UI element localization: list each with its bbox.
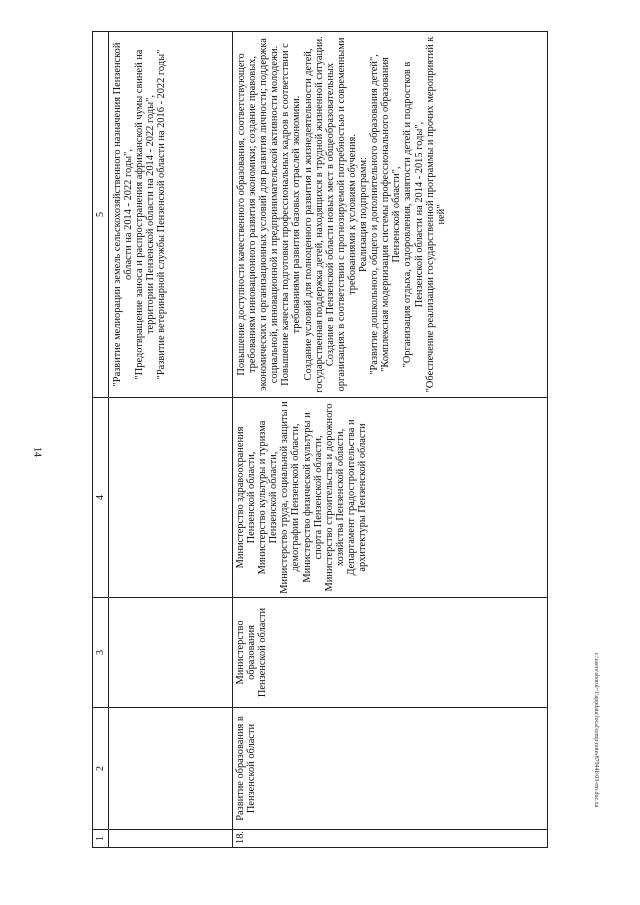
goal-paragraph: Создание в Пензенской области новых мест в общеобразовательных организациях в соответствии с прогнозируемой потребностью и современными требованиями к условиям обучения. [324,37,358,392]
co-executor: Министерство физической культуры и спорта Пензенской области, [301,412,324,583]
co-executors-cell [233,398,548,598]
responsible-executor: Министерство образования Пензенской области [233,598,548,708]
program-table [92,31,548,848]
col-header-5: 5 [93,32,109,398]
col-header-1: 1 [93,830,109,848]
program-name: Развитие образования в Пензенской области [233,708,548,830]
col-header-4: 4 [93,398,109,598]
empty-cell [109,830,233,848]
continuation-row [109,32,233,848]
page-number: 14 [31,447,43,457]
header-row [93,32,109,848]
col-header-2: 2 [93,708,109,830]
co-executor: Министерство труда, социальной защиты и демографии Пензенской области, [279,401,302,594]
goal-paragraph: Повышение качества подготовки профессиональных кадров в соответствии с требованиями развития базовых отраслей экономики. [280,43,303,386]
co-executor: Министерство культуры и туризма Пензенской области, [257,420,280,575]
empty-cell [109,398,233,598]
co-executor: Министерство здравоохранения Пензенской области, [235,426,258,569]
file-path-footer: c:\users\sborol~1\appdata\local\temp\notes87944b\03-rm.doc.xa [593,652,599,808]
co-executor: Министерство строительства и дорожного хозяйства Пензенской области, [323,403,346,592]
prev-subprogram: "Развитие мелиорации земель сельскохозяйственного назначения Пензенской области на 2014 - 2022 годы", [112,42,135,387]
prev-subprogram: "Предотвращение заноса и распространения африканской чумы свиней на территории Пензенской области на 2014 - 2022 годы", [134,49,157,380]
co-executor: Департамент градостроительства и архитектуры Пензенской области [345,419,369,576]
col-header-3: 3 [93,598,109,708]
prev-subprograms-cell [109,32,233,398]
goal-paragraph: Повышение доступности качественного образования, соответствующего требованиям инновационного развития экономики; создание правовых, экономических и организационных условий для развития личности; поддержка социальной, инновационной и предпринимательской активности молодежи. [236,38,281,391]
row-number: 18. [233,830,548,848]
goal-paragraph: Создание условий для полноценного развития и жизнедеятельности детей, государственная поддержка детей, находящихся в трудной жизненной ситуации. [302,36,325,393]
subprograms-title: Реализация подпрограмм: [358,157,370,272]
empty-cell [109,598,233,708]
table-row [233,32,548,848]
subprogram-item: "Комплексная модернизация системы профессионального образования Пензенской области", [380,57,403,372]
empty-cell [109,708,233,830]
subprogram-item: "Развитие дошкольного, общего и дополнительного образования детей", [369,54,381,375]
subprogram-item: "Организация отдыха, оздоровления, занятости детей и подростков в Пензенской области на 2014 - 2015 годы", [402,61,425,368]
subprogram-item: "Обеспечение реализации государственной программы и прочих мероприятий к ней" [424,36,447,393]
goals-cell [233,32,548,398]
prev-subprogram: "Развитие ветеринарной службы Пензенской области на 2016 - 2022 годы" [156,49,168,380]
rotated-table-wrapper [92,32,548,848]
